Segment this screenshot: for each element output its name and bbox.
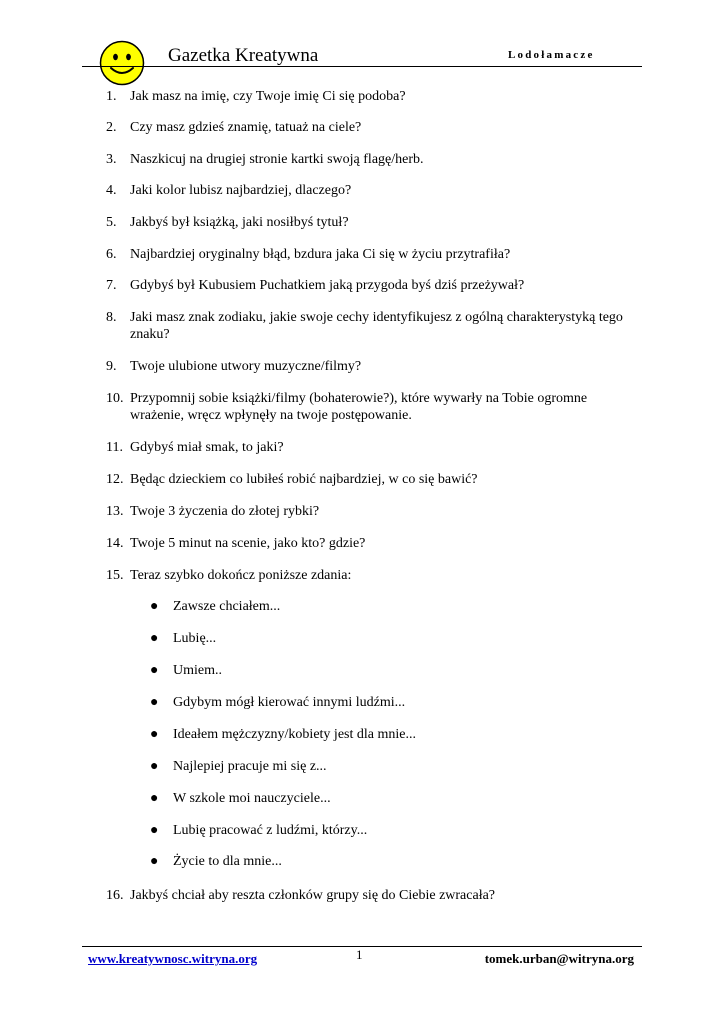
- list-item: [106, 182, 636, 199]
- item-number: 8.: [106, 310, 117, 325]
- item-number: 9.: [106, 359, 117, 374]
- bullet-text: W szkole moi nauczyciele...: [173, 791, 331, 806]
- bullet-text: Lubię...: [173, 631, 217, 646]
- bullet-text: Życie to dla mnie...: [173, 854, 282, 869]
- page-title: Gazetka Kreatywna: [168, 45, 319, 66]
- bullet-text: Lubię pracować z ludźmi, którzy...: [173, 823, 368, 838]
- list-item: [106, 214, 636, 231]
- bullet-icon: ●: [150, 759, 159, 774]
- item-number: 14.: [106, 536, 124, 551]
- bullet-text: Umiem..: [173, 663, 222, 678]
- bullet-item: [150, 726, 630, 743]
- item-text: Naszkicuj na drugiej stronie kartki swoją flagę/herb.: [130, 152, 424, 167]
- item-number: 4.: [106, 183, 117, 198]
- bullet-icon: ●: [150, 823, 159, 838]
- item-number: 5.: [106, 215, 117, 230]
- bullet-icon: ●: [150, 727, 159, 742]
- list-item: [106, 535, 636, 552]
- list-item: [106, 567, 636, 584]
- item-text: Teraz szybko dokończ poniższe zdania:: [130, 568, 352, 583]
- item-text: Twoje 5 minut na scenie, jako kto? gdzie?: [130, 536, 366, 551]
- bullet-text: Najlepiej pracuje mi się z...: [173, 759, 327, 774]
- item-text: Jakbyś był książką, jaki nosiłbyś tytuł?: [130, 215, 349, 230]
- list-item: [106, 88, 636, 105]
- item-number: 12.: [106, 472, 124, 487]
- list-item: [106, 119, 636, 136]
- list-item: [106, 439, 636, 456]
- item-number: 2.: [106, 120, 117, 135]
- list-item: [106, 358, 636, 375]
- bullet-item: [150, 822, 630, 839]
- item-text: Jaki kolor lubisz najbardziej, dlaczego?: [130, 183, 352, 198]
- item-text: Jaki masz znak zodiaku, jakie swoje cechy identyfikujesz z ogólną charakterystyką tego znaku?: [130, 310, 623, 342]
- bullet-item: [150, 758, 630, 775]
- website-link[interactable]: www.kreatywnosc.witryna.org: [88, 951, 258, 966]
- list-item: [106, 471, 636, 488]
- bullet-icon: ●: [150, 791, 159, 806]
- bullet-item: [150, 790, 630, 807]
- item-number: 1.: [106, 89, 117, 104]
- bullet-item: [150, 630, 630, 647]
- item-text: Twoje 3 życzenia do złotej rybki?: [130, 504, 320, 519]
- item-number: 11.: [106, 440, 123, 455]
- page-header: [0, 0, 724, 80]
- item-number: 3.: [106, 152, 117, 167]
- item-text: Jakbyś chciał aby reszta członków grupy się do Ciebie zwracała?: [130, 888, 496, 903]
- item-text: Czy masz gdzieś znamię, tatuaż na ciele?: [130, 120, 362, 135]
- bullet-icon: ●: [150, 599, 159, 614]
- item-text: Przypomnij sobie książki/filmy (bohaterowie?), które wywarły na Tobie ogromne wrażenie, wręcz wpłynęły na twoje postępowanie.: [130, 391, 588, 423]
- list-item: [106, 277, 636, 294]
- item-text: Będąc dzieckiem co lubiłeś robić najbardziej, w co się bawić?: [130, 472, 478, 487]
- item-number: 7.: [106, 278, 117, 293]
- bullet-item: [150, 598, 630, 615]
- bullet-text: Gdybym mógł kierować innymi ludźmi...: [173, 695, 406, 710]
- item-number: 6.: [106, 247, 117, 262]
- smiley-face-icon: [99, 40, 145, 86]
- bullet-text: Ideałem mężczyzny/kobiety jest dla mnie...: [173, 727, 416, 742]
- item-number: 16.: [106, 888, 124, 903]
- item-text: Jak masz na imię, czy Twoje imię Ci się podoba?: [130, 89, 406, 104]
- bullet-icon: ●: [150, 854, 159, 869]
- page-number: 1: [356, 947, 363, 962]
- contact-email: tomek.urban@witryna.org: [484, 951, 634, 966]
- bullet-icon: ●: [150, 695, 159, 710]
- item-text: Twoje ulubione utwory muzyczne/filmy?: [130, 359, 362, 374]
- list-item: [106, 151, 636, 168]
- header-divider: [82, 66, 642, 67]
- bullet-item: [150, 662, 630, 679]
- list-item: [106, 887, 636, 904]
- item-text: Najbardziej oryginalny błąd, bzdura jaka Ci się w życiu przytrafiła?: [130, 247, 511, 262]
- bullet-icon: ●: [150, 631, 159, 646]
- list-item: [106, 390, 636, 424]
- list-item: [106, 503, 636, 520]
- item-number: 15.: [106, 568, 124, 583]
- item-text: Gdybyś był Kubusiem Puchatkiem jaką przygoda byś dziś przeżywał?: [130, 278, 525, 293]
- item-text: Gdybyś miał smak, to jaki?: [130, 440, 284, 455]
- item-number: 13.: [106, 504, 124, 519]
- bullet-item: [150, 694, 630, 711]
- section-label: Lodołamacze: [508, 49, 595, 61]
- bullet-text: Zawsze chciałem...: [173, 599, 281, 614]
- list-item: [106, 309, 636, 343]
- item-number: 10.: [106, 391, 124, 406]
- bullet-item: [150, 853, 630, 870]
- list-item: [106, 246, 636, 263]
- bullet-icon: ●: [150, 663, 159, 678]
